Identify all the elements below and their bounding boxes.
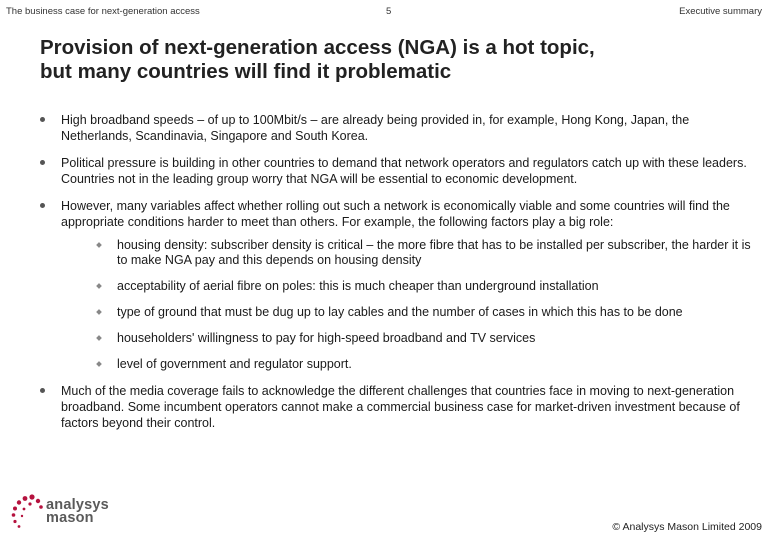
sub-bullet-item [96, 279, 760, 294]
bullet-text: High broadband speeds – of up to 100Mbit/s – are already being provided in, for example, Hong Kong, Japan, the Netherlands, Scandinavia, Singapore and South Korea. [61, 113, 690, 143]
sub-bullet-item [96, 357, 760, 372]
header-section-title: Executive summary [679, 6, 762, 17]
sub-bullet-text: type of ground that must be dug up to lay cables and the number of cases in which this has to be done [117, 305, 683, 319]
page-title [40, 36, 760, 84]
bullet-dot-icon [40, 388, 45, 393]
bullet-item [40, 198, 760, 372]
bullet-dot-icon [40, 203, 45, 208]
logo-line-1: analysys [46, 497, 109, 513]
sub-bullet-text: housing density: subscriber density is critical – the more fibre that has to be installed per subscriber, the harder it is to make NGA pay and this depends on housing density [117, 238, 751, 267]
bullet-dot-icon [40, 117, 45, 122]
diamond-bullet-icon [96, 309, 102, 315]
page-number: 5 [386, 6, 392, 17]
logo-line-2: mason [46, 510, 94, 526]
bullet-text: Political pressure is building in other countries to demand that network operators and regulators catch up with these leaders. Countries not in the leading group worry that NGA will be essential to economic development. [61, 156, 747, 186]
diamond-bullet-icon [96, 283, 102, 289]
header-left-text: The business case for next-generation access [6, 6, 200, 17]
bullet-item [40, 155, 760, 187]
diamond-bullet-icon [96, 361, 102, 367]
diamond-bullet-icon [96, 242, 102, 248]
logo-dot-arc [12, 494, 43, 528]
copyright-notice: © Analysys Mason Limited 2009 [612, 521, 762, 533]
bullet-item [40, 112, 760, 144]
sub-bullet-text: householders' willingness to pay for high-speed broadband and TV services [117, 331, 536, 345]
sub-bullet-text: acceptability of aerial fibre on poles: this is much cheaper than underground installation [117, 279, 599, 293]
bullet-text: Much of the media coverage fails to acknowledge the different challenges that countries face in moving to next-generation broadband. Some incumbent operators cannot make a commercial business case for market-driven investment because of factors beyond their control. [61, 384, 740, 430]
bullet-text: However, many variables affect whether rolling out such a network is economically viable and some countries will find the appropriate conditions harder to meet than others. For example, the following factors play a big role: [61, 199, 730, 229]
sub-bullet-item [96, 305, 760, 320]
title-line-1: Provision of next-generation access (NGA) is a hot topic, [40, 36, 595, 59]
sub-bullet-text: level of government and regulator support. [117, 357, 352, 371]
bullet-item [40, 383, 760, 431]
sub-bullet-item [96, 238, 760, 268]
logo-wordmark [46, 499, 109, 525]
sub-bullet-list [96, 238, 760, 372]
bullet-dot-icon [40, 160, 45, 165]
bullet-list [40, 112, 760, 442]
sub-bullet-item [96, 331, 760, 346]
title-line-2: but many countries will find it problematic [40, 60, 452, 83]
diamond-bullet-icon [96, 335, 102, 341]
